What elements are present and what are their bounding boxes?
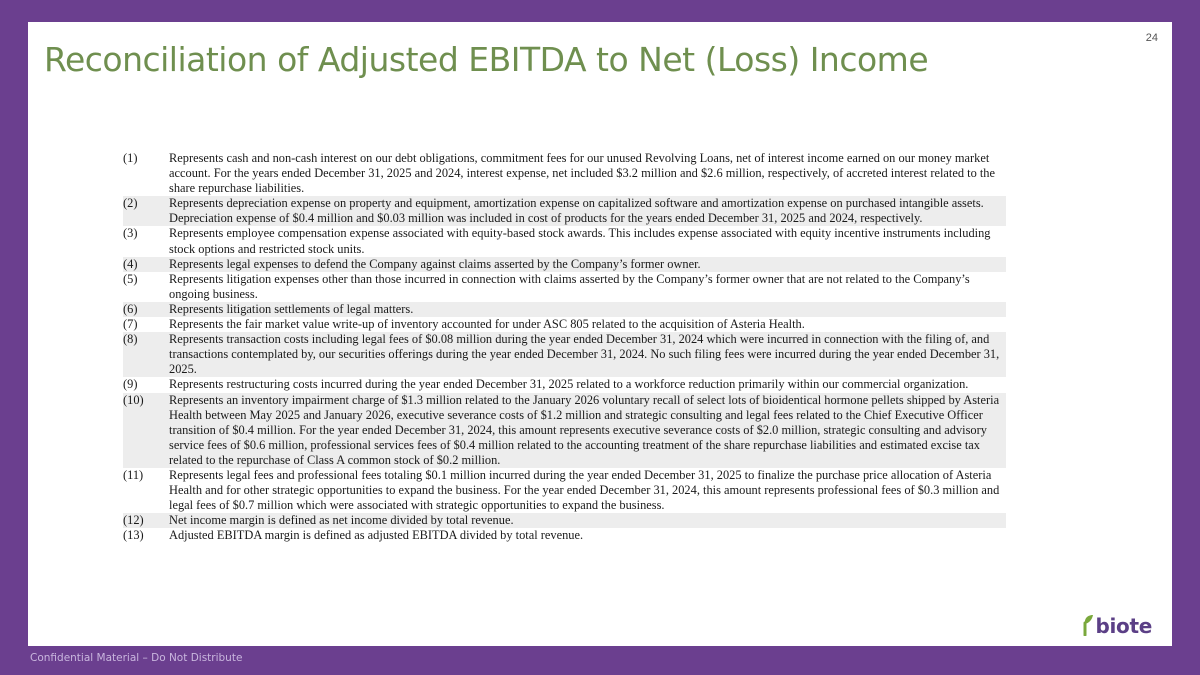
footnote-number: (8)	[123, 332, 138, 347]
footnote-2	[123, 196, 1006, 226]
footnote-number: (11)	[123, 467, 144, 482]
footnote-number: (4)	[123, 256, 138, 271]
footnote-1	[123, 151, 1006, 196]
footnote-text: Represents depreciation expense on property and equipment, amortization expense on capitalized software and amortization expense on purchased intangible assets. Depreciation expense of $0.4 million and $0.03 million was included in cost of products for the years ended December 31, 2025 and 2024, respectively.	[169, 196, 984, 226]
footnote-number: (13)	[123, 528, 144, 543]
footnote-text: Represents employee compensation expense associated with equity-based stock awards. This includes expense associated with equity incentive instruments including stock options and restricted stock units.	[169, 226, 991, 256]
footnote-5	[123, 272, 1006, 302]
footnote-text: Represents legal fees and professional fees totaling $0.1 million incurred during the year ended December 31, 2025 to finalize the purchase price allocation of Asteria Health and for other strategic opportunities to expand the business. For the year ended December 31, 2024, this amount represents professional fees of $0.3 million and legal fees of $0.7 million which were associated with strategic opportunities to expand the business.	[169, 467, 1000, 513]
footnote-7	[123, 317, 1006, 332]
logo-wordmark: biote	[1095, 614, 1152, 638]
company-logo	[1082, 614, 1152, 636]
footnote-number: (7)	[123, 317, 138, 332]
confidential-footer: Confidential Material – Do Not Distribute	[30, 652, 243, 664]
footnote-number: (10)	[123, 392, 144, 407]
footnote-text: Represents the fair market value write-up of inventory accounted for under ASC 805 related to the acquisition of Asteria Health.	[169, 317, 805, 332]
footnote-text: Represents cash and non-cash interest on our debt obligations, commitment fees for our unused Revolving Loans, net of interest income earned on our money market account. For the years ended December 31, 2025 and 2024, interest expense, net included $3.2 million and $2.6 million, respectively, of accreted interest related to the share repurchase liabilities.	[169, 151, 996, 196]
footnote-13	[123, 528, 1006, 543]
footnote-text: Represents transaction costs including legal fees of $0.08 million during the year ended December 31, 2024 which were incurred in connection with the filing of, and transactions contemplated by, our securities offerings during the year ended December 31, 2024. No such filing fees were incurred during the year ended December 31, 2025.	[169, 332, 1000, 377]
footnote-text: Represents litigation expenses other than those incurred in connection with claims asserted by the Company’s former owner that are not related to the Company’s ongoing business.	[169, 271, 970, 301]
footnote-4	[123, 257, 1006, 272]
footnote-12	[123, 513, 1006, 528]
footnote-text: Adjusted EBITDA margin is defined as adjusted EBITDA divided by total revenue.	[169, 528, 584, 543]
slide	[28, 22, 1172, 646]
footnote-number: (5)	[123, 271, 138, 286]
footnote-text: Net income margin is defined as net income divided by total revenue.	[169, 513, 514, 528]
footnote-3	[123, 226, 1006, 256]
footnote-9	[123, 377, 1006, 392]
footnote-number: (12)	[123, 513, 144, 528]
footnote-6	[123, 302, 1006, 317]
footnote-number: (6)	[123, 301, 138, 316]
footnotes-list	[123, 151, 1006, 543]
footnote-text: Represents restructuring costs incurred during the year ended December 31, 2025 related to a workforce reduction primarily within our commercial organization.	[169, 377, 969, 392]
page-title: Reconciliation of Adjusted EBITDA to Net (Loss) Income	[44, 40, 929, 79]
page-number: 24	[1145, 32, 1158, 44]
footnote-number: (1)	[123, 151, 138, 165]
footnote-text: Represents litigation settlements of legal matters.	[169, 301, 414, 316]
footnote-text: Represents an inventory impairment charge of $1.3 million related to the January 2026 voluntary recall of select lots of bioidentical hormone pellets shipped by Asteria Health between May 2025 and January 2026, executive severance costs of $1.2 million and strategic consulting and legal fees related to the Chief Executive Officer transition of $0.4 million. For the year ended December 31, 2024, this amount represents executive severance costs of $2.0 million, strategic consulting and advisory service fees of $0.6 million, professional services fees of $0.4 million related to the accounting treatment of the share repurchase liabilities and estimated excise tax related to the repurchase of Class A common stock of $0.2 million.	[169, 392, 1000, 467]
leaf-icon	[1082, 614, 1094, 636]
footnote-text: Represents legal expenses to defend the Company against claims asserted by the Company’s former owner.	[169, 256, 701, 271]
footnote-number: (3)	[123, 226, 138, 241]
footnote-number: (9)	[123, 377, 138, 392]
footnote-number: (2)	[123, 196, 138, 211]
footnote-8	[123, 332, 1006, 377]
footnote-11	[123, 468, 1006, 513]
footnote-10	[123, 393, 1006, 468]
